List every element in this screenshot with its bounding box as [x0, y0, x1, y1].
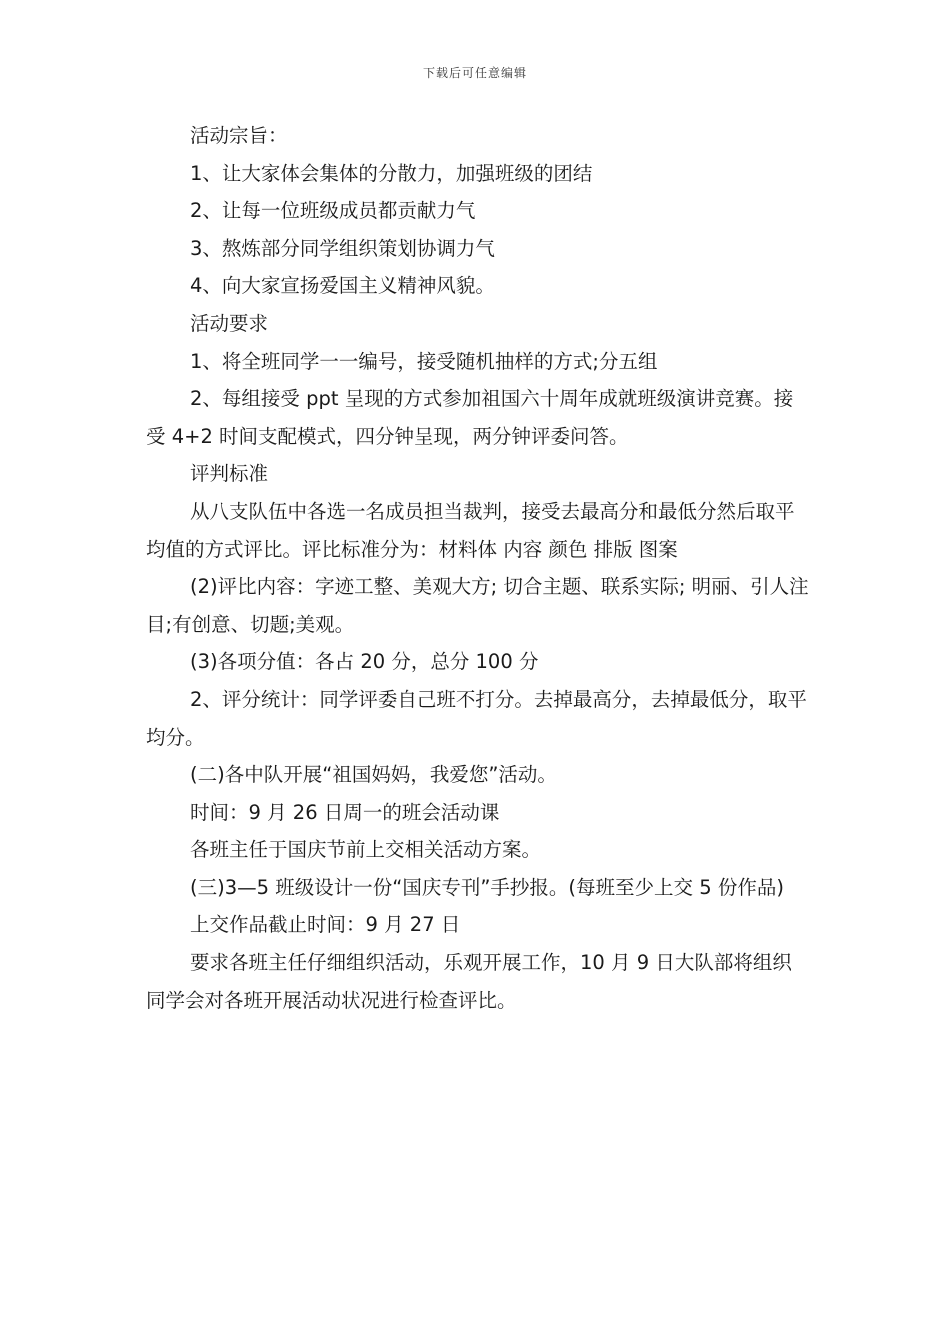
paragraph-purpose-3: 3、熬炼部分同学组织策划协调力气	[190, 236, 495, 260]
paragraph-purpose-4: 4、向大家宣扬爱国主义精神风貌。	[190, 274, 495, 298]
paragraph-requirement-2: 2、每组接受 ppt 呈现的方式参加祖国六十周年成就班级演讲竞赛。接受 4+2 时间支配模式，四分钟呈现，两分钟评委问答。	[146, 387, 794, 448]
paragraph-activity-time: 时间：9 月 26 日周一的班会活动课	[190, 800, 500, 824]
paragraph-purpose-1: 1、让大家体会集体的分散力，加强班级的团结	[190, 161, 593, 185]
paragraph-purpose-2: 2、让每一位班级成员都贡献力气	[190, 199, 476, 223]
paragraph-deadline: 上交作品截止时间：9 月 27 日	[190, 913, 461, 937]
paragraph-score-statistics: 2、评分统计：同学评委自己班不打分。去掉最高分，去掉最低分，取平均分。	[146, 687, 807, 749]
document-body	[146, 117, 810, 1019]
paragraph-judging-scores: (3)各项分值：各占 20 分，总分 100 分	[190, 650, 539, 674]
paragraph-requirements-heading: 活动要求	[190, 311, 269, 335]
paragraph-requirement-1: 1、将全班同学一一编号，接受随机抽样的方式;分五组	[190, 349, 658, 373]
paragraph-judging-standard: 从八支队伍中各选一名成员担当裁判，接受去最高分和最低分然后取平均值的方式评比。评比标准分为：材料体 内容 颜色 排版 图案	[146, 499, 795, 561]
paragraph-teacher-plan: 各班主任于国庆节前上交相关活动方案。	[190, 838, 542, 862]
paragraph-judging-content: (2)评比内容：字迹工整、美观大方; 切合主题、联系实际; 明丽、引人注目;有创意、切题;美观。	[146, 575, 809, 636]
paragraph-activity-two: (二)各中队开展“祖国妈妈，我爱您”活动。	[190, 763, 557, 787]
page-header-note: 下载后可任意编辑	[422, 66, 527, 80]
paragraph-closing: 要求各班主任仔细组织活动，乐观开展工作，10 月 9 日大队部将组织同学会对各班开展活动状况进行检查评比。	[146, 951, 792, 1012]
paragraph-purpose-heading: 活动宗旨：	[190, 124, 288, 147]
paragraph-judging-heading: 评判标准	[190, 462, 269, 486]
paragraph-activity-three: (三)3—5 班级设计一份“国庆专刊”手抄报。(每班至少上交 5 份作品)	[190, 875, 784, 899]
